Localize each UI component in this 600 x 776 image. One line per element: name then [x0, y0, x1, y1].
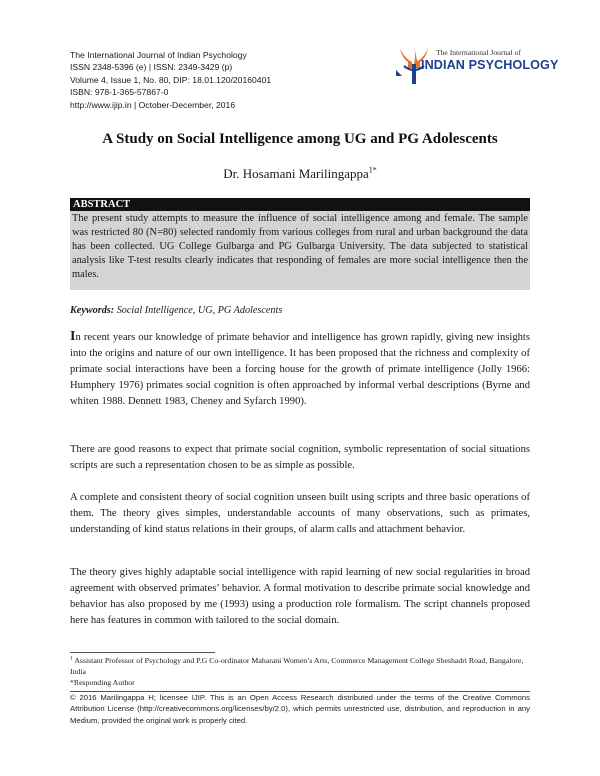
keywords-text: Social Intelligence, UG, PG Adolescents	[116, 305, 283, 316]
abstract-heading: ABSTRACT	[70, 198, 530, 211]
journal-meta	[70, 49, 330, 111]
journal-issn: ISSN 2348-5396 (e) | ISSN: 2349-3429 (p)	[70, 62, 233, 73]
footnote-affiliation-line	[70, 655, 530, 677]
license-text: © 2016 Marilingappa H; licensee IJIP. This is an Open Access Research distributed under the terms of the Creative Commons Attribution License (http://creativecommons.org/licenses/by/2.0), which permits unrestricted use, distribution, and reproduction in any Medium, provided the original work is properly cited.	[70, 693, 530, 725]
abstract-box	[70, 198, 530, 290]
logo-line-2: INDIAN PSYCHOLOGY	[421, 58, 559, 72]
author-name: Dr. Hosamani Marilingappa	[223, 166, 369, 181]
footnote-marker: 1	[70, 655, 73, 662]
keywords-line	[70, 305, 282, 316]
body-paragraph-3: A complete and consistent theory of social cognition unseen built using scripts and three basic operations of them. The theory gives simples, understandable accounts of many observations, such as primates, understanding of kind status relations in their groups, of alarm calls and attachment behavior.	[70, 492, 530, 535]
body-paragraph-2: There are good reasons to expect that primate social cognition, symbolic representation of social situations scripts are such a representation chosen to be as simple as possible.	[70, 444, 530, 471]
footnote-responding: *Responding Author	[70, 678, 135, 687]
author-line	[70, 166, 530, 182]
logo-line-1: The International Journal of	[436, 48, 521, 57]
author-marker: 1*	[368, 165, 377, 175]
journal-name: The International Journal of Indian Psychology	[70, 50, 247, 60]
journal-isbn: ISBN: 978-1-365-57867-0	[70, 87, 169, 98]
paragraph-1-text: n recent years our knowledge of primate behavior and intelligence has grown rapidly, giving new insights into the origins and nature of our own intelligence. It has been proposed that the richness and complexity of primate social interactions have been a forcing house for the growth of primate intelligence (Jolly 1966: Humphery 1976) primates social cognition is often approached by informal verbal descriptions (Byrne and whiten 1988. Dennett 1983, Cheney and Syfarch 1990).	[70, 332, 530, 407]
journal-logo	[392, 44, 559, 86]
body-paragraph-1	[70, 329, 530, 410]
paper-title: A Study on Social Intelligence among UG and PG Adolescents	[102, 131, 498, 147]
footnote	[70, 655, 530, 688]
keywords-label: Keywords:	[70, 305, 115, 316]
footnote-divider	[70, 652, 215, 653]
abstract-text: The present study attempts to measure the influence of social intelligence among and female. The sample was restricted 80 (N=80) selected randomly from various colleges from rural and urban background the data has been collected. UG College Gulbarga and PG Gulbarga University. The data subjected to statistical analysis like T-test results clearly indicates that responding of females are more social intelligence then the males.	[72, 213, 528, 280]
journal-website-date[interactable]: http://www.ijip.in | October-December, 2016	[70, 99, 236, 110]
journal-volume: Volume 4, Issue 1, No. 80, DIP: 18.01.120/20160401	[70, 74, 272, 85]
footnote-affiliation: Assistant Professor of Psychology and P.G Co-ordinator Maharani Women’s Arts, Commerce Management College Sheshadri Road, Bangalore, India	[70, 656, 524, 676]
body-paragraph-4: The theory gives highly adaptable social intelligence with rapid learning of new social regularities in broad agreement with observed primates’ behavior. A formal motivation to describe primate social knowledge and behavior has also proposed by me (1993) using a production role formalism. The script channels proposed here has features in common with tailored to the social domain.	[70, 567, 530, 626]
drop-cap: I	[70, 329, 76, 344]
